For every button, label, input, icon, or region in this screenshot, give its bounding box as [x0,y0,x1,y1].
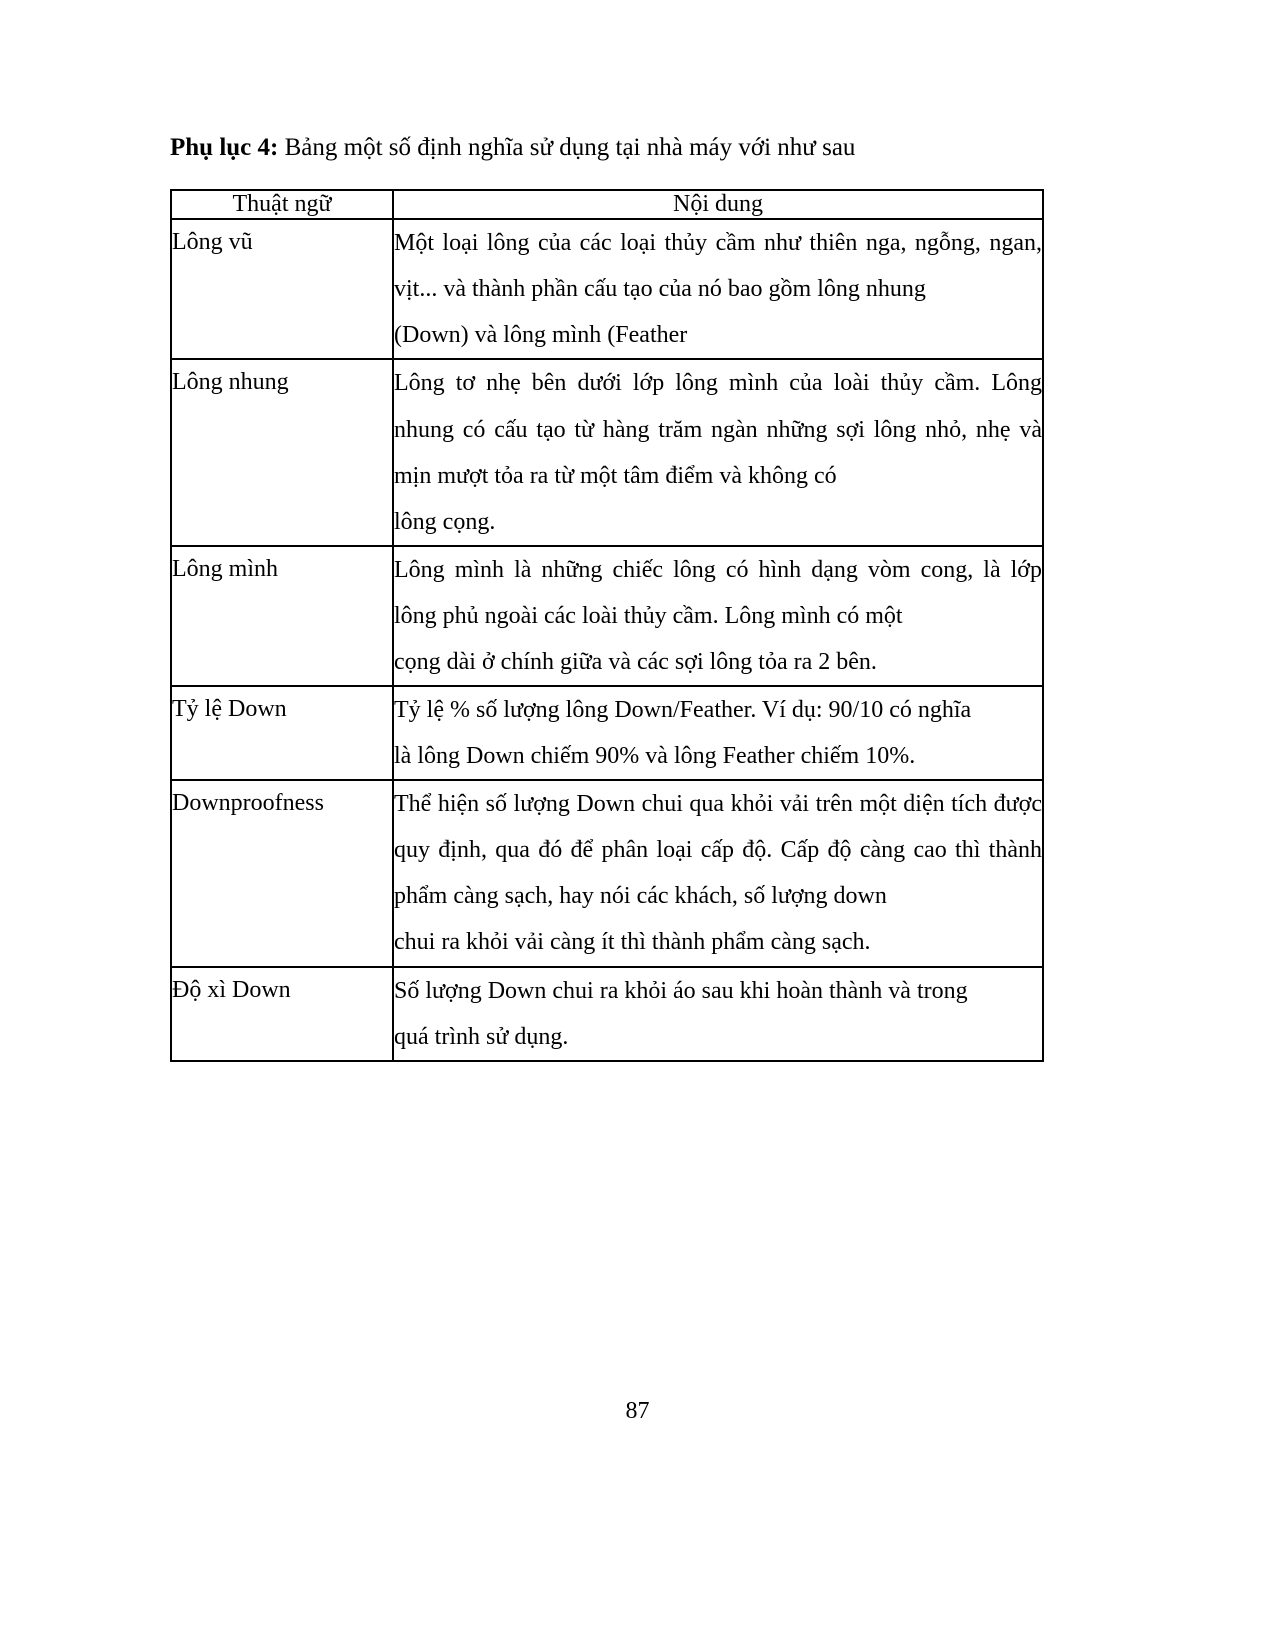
content-paragraph: Thể hiện số lượng Down chui qua khỏi vải trên một diện tích được quy định, qua đó để phân loại cấp độ. Cấp độ càng cao thì thành phẩm càng sạch, hay nói các khách, số lượng down [394,791,1042,910]
table-row [171,546,1043,686]
content-paragraph-last: là lông Down chiếm 90% và lông Feather chiếm 10%. [394,743,916,770]
header-cell-content: Nội dung [393,190,1043,219]
appendix-title-text: Bảng một số định nghĩa sử dụng tại nhà máy với như sau [278,134,856,161]
content-cell [393,967,1043,1061]
header-cell-term: Thuật ngữ [171,190,393,219]
content-paragraph: Tỷ lệ % số lượng lông Down/Feather. Ví dụ: 90/10 có nghĩa [394,697,972,724]
content-paragraph-last: chui ra khỏi vải càng ít thì thành phẩm càng sạch. [394,929,871,956]
table-row [171,780,1043,966]
page-content [170,132,1042,1062]
content-paragraph-last: lông cọng. [394,508,496,535]
table-row [171,219,1043,359]
table-row [171,686,1043,780]
page-title [170,132,1042,163]
content-paragraph-last: (Down) và lông mình (Feather [394,322,688,349]
content-cell [393,359,1043,545]
content-cell [393,546,1043,686]
term-cell: Độ xì Down [171,967,393,1061]
content-paragraph: Lông mình là những chiếc lông có hình dạng vòm cong, là lớp lông phủ ngoài các loài thủy cầm. Lông mình có một [394,556,1042,629]
table-row [171,359,1043,545]
content-paragraph-last: quá trình sử dụng. [394,1023,569,1050]
term-cell: Lông nhung [171,359,393,545]
term-cell: Lông mình [171,546,393,686]
content-paragraph-last: cọng dài ở chính giữa và các sợi lông tỏa ra 2 bên. [394,648,877,675]
appendix-label: Phụ lục 4: [170,134,279,161]
content-cell [393,219,1043,359]
page-number: 87 [625,1398,650,1424]
content-cell [393,686,1043,780]
content-paragraph: Lông tơ nhẹ bên dưới lớp lông mình của loài thủy cầm. Lông nhung có cấu tạo từ hàng trăm ngàn những sợi lông nhỏ, nhẹ và mịn mượt tỏa ra từ một tâm điểm và không có [394,370,1042,489]
table-row [171,967,1043,1061]
term-cell: Downproofness [171,780,393,966]
content-paragraph: Số lượng Down chui ra khỏi áo sau khi hoàn thành và trong [394,977,968,1004]
term-cell: Lông vũ [171,219,393,359]
table-header-row [171,190,1043,219]
content-cell [393,780,1043,966]
content-paragraph: Một loại lông của các loại thủy cầm như thiên nga, ngỗng, ngan, vịt... và thành phần cấu tạo của nó bao gồm lông nhung [394,230,1042,303]
definitions-table [170,189,1044,1061]
term-cell: Tỷ lệ Down [171,686,393,780]
